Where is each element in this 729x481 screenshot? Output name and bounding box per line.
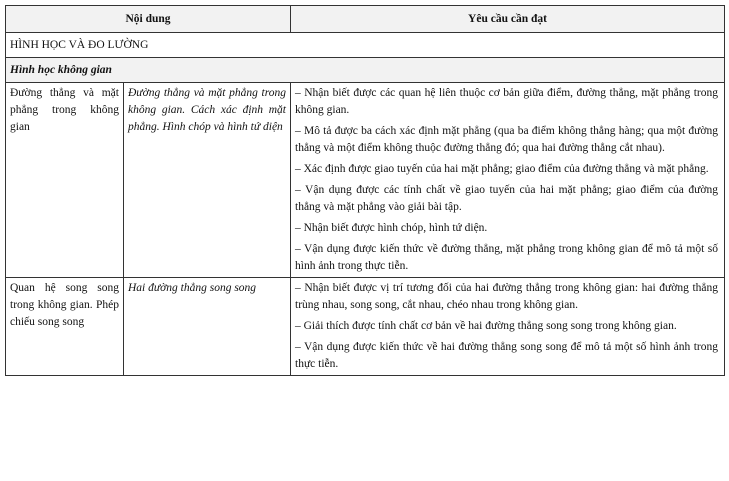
- content-cell: Đường thẳng và mặt phẳng trong không gian. Cách xác định mặt phẳng. Hình chóp và hình tứ diện: [124, 83, 291, 278]
- requirements-cell: [291, 278, 725, 376]
- section-row: [6, 33, 725, 58]
- requirement-item: – Nhận biết được hình chóp, hình tứ diện.: [295, 222, 488, 234]
- curriculum-table: [5, 5, 725, 376]
- content-cell: Hai đường thẳng song song: [124, 278, 291, 376]
- requirement-item: – Nhận biết được vị trí tương đối của hai đường thẳng trong không gian: hai đường thẳng trùng nhau, song song, cắt nhau, chéo nhau trong không gian.: [295, 282, 718, 311]
- header-requirements: Yêu cầu cần đạt: [291, 6, 725, 33]
- requirement-item: – Vận dụng được kiến thức về hai đường thẳng song song để mô tả một số hình ảnh trong thực tiễn.: [295, 341, 718, 370]
- requirement-item: – Vận dụng được các tính chất về giao tuyến của hai mặt phẳng; giao điểm của đường thẳng và mặt phẳng vào giải bài tập.: [295, 184, 718, 213]
- section-title: HÌNH HỌC VÀ ĐO LƯỜNG: [6, 33, 725, 58]
- header-content: Nội dung: [6, 6, 291, 33]
- requirement-item: – Giải thích được tính chất cơ bản về hai đường thẳng song song trong không gian.: [295, 320, 677, 332]
- table-row: [6, 278, 725, 376]
- table-header-row: [6, 6, 725, 33]
- table-row: [6, 83, 725, 278]
- requirements-cell: [291, 83, 725, 278]
- subsection-title: Hình học không gian: [6, 58, 725, 83]
- subsection-row: [6, 58, 725, 83]
- requirement-item: – Nhận biết được các quan hệ liên thuộc cơ bản giữa điểm, đường thẳng, mặt phẳng trong không gian.: [295, 87, 718, 116]
- topic-cell: Quan hệ song song trong không gian. Phép chiếu song song: [6, 278, 124, 376]
- requirement-item: – Vận dụng được kiến thức về đường thẳng, mặt phẳng trong không gian để mô tả một số hình ảnh trong thực tiễn.: [295, 243, 718, 272]
- requirement-item: – Mô tả được ba cách xác định mặt phẳng (qua ba điểm không thẳng hàng; qua một đường thẳng và một điểm không thuộc đường thẳng đó; qua hai đường thẳng cắt nhau).: [295, 125, 718, 154]
- requirement-item: – Xác định được giao tuyến của hai mặt phẳng; giao điểm của đường thẳng và mặt phẳng.: [295, 163, 709, 175]
- topic-cell: Đường thẳng và mặt phẳng trong không gian: [6, 83, 124, 278]
